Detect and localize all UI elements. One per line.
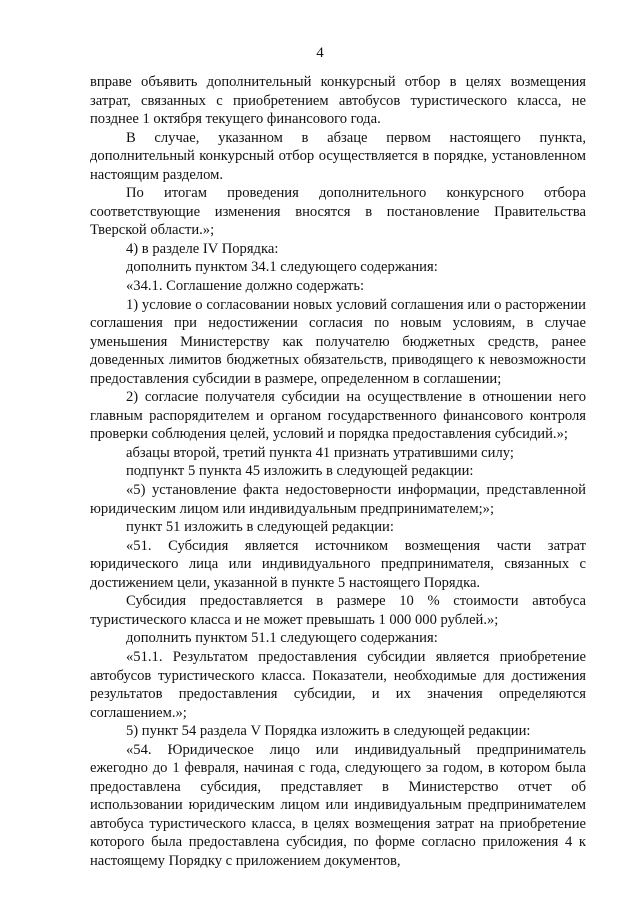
paragraph: 2) согласие получателя субсидии на осуществление в отношении него главным распорядителем и органом государственного финансового контроля проверки соблюдения целей, условий и порядка предоставления субсидий.»; (90, 389, 586, 443)
document-body (90, 73, 586, 871)
paragraph: «54. Юридическое лицо или индивидуальный предприниматель ежегодно до 1 февраля, начиная с года, следующего за годом, в котором была предоставлена субсидия, представляет в Министерство отчет об использовании юридическим лицом или индивидуальным предпринимателем автобуса туристического класса, в целях возмещения затрат на приобретение которого была предоставлена субсидия, по форме согласно приложения 4 к настоящему Порядку с приложением документов, (90, 741, 586, 869)
paragraph: 4) в разделе IV Порядка: (126, 240, 279, 257)
paragraph: 1) условие о согласовании новых условий соглашения или о расторжении соглашения при недостижении согласия по новым условиям, в случае уменьшения Министерству как получателю бюджетных средств, ранее доведенных лимитов бюджетных обязательств, приводящего к невозможности предоставления субсидии в размере, определенном в соглашении; (90, 296, 586, 387)
paragraph: 5) пункт 54 раздела V Порядка изложить в следующей редакции: (126, 723, 531, 740)
paragraph-continuation: вправе объявить дополнительный конкурсный отбор в целях возмещения затрат, связанных с приобретением автобусов туристического класса, не позднее 1 октября текущего финансового года. (90, 74, 586, 128)
paragraph: пункт 51 изложить в следующей редакции: (126, 519, 394, 536)
page-number: 4 (316, 45, 324, 61)
paragraph: «51.1. Результатом предоставления субсидии является приобретение автобусов туристического класса. Показатели, необходимые для достижения результатов предоставления субсидии, и их значения определяются соглашением.»; (90, 648, 586, 721)
paragraph: дополнить пунктом 34.1 следующего содержания: (126, 259, 438, 276)
paragraph: абзацы второй, третий пункта 41 признать утратившими силу; (126, 444, 514, 461)
paragraph: «51. Субсидия является источником возмещения части затрат юридического лица или индивидуального предпринимателя, связанных с достижением цели, указанной в пункте 5 настоящего Порядка. (90, 537, 586, 591)
paragraph: «5) установление факта недостоверности информации, представленной юридическим лицом или индивидуальным предпринимателем;»; (90, 482, 586, 517)
paragraph: дополнить пунктом 51.1 следующего содержания: (126, 630, 438, 647)
paragraph: По итогам проведения дополнительного конкурсного отбора соответствующие изменения вносятся в постановление Правительства Тверской области.»; (90, 185, 586, 239)
paragraph: Субсидия предоставляется в размере 10 % стоимости автобуса туристического класса и не может превышать 1 000 000 рублей.»; (90, 593, 586, 628)
paragraph: В случае, указанном в абзаце первом настоящего пункта, дополнительный конкурсный отбор осуществляется в порядке, установленном настоящим разделом. (90, 129, 586, 183)
paragraph: подпункт 5 пункта 45 изложить в следующей редакции: (126, 463, 474, 480)
paragraph: «34.1. Соглашение должно содержать: (126, 278, 365, 295)
